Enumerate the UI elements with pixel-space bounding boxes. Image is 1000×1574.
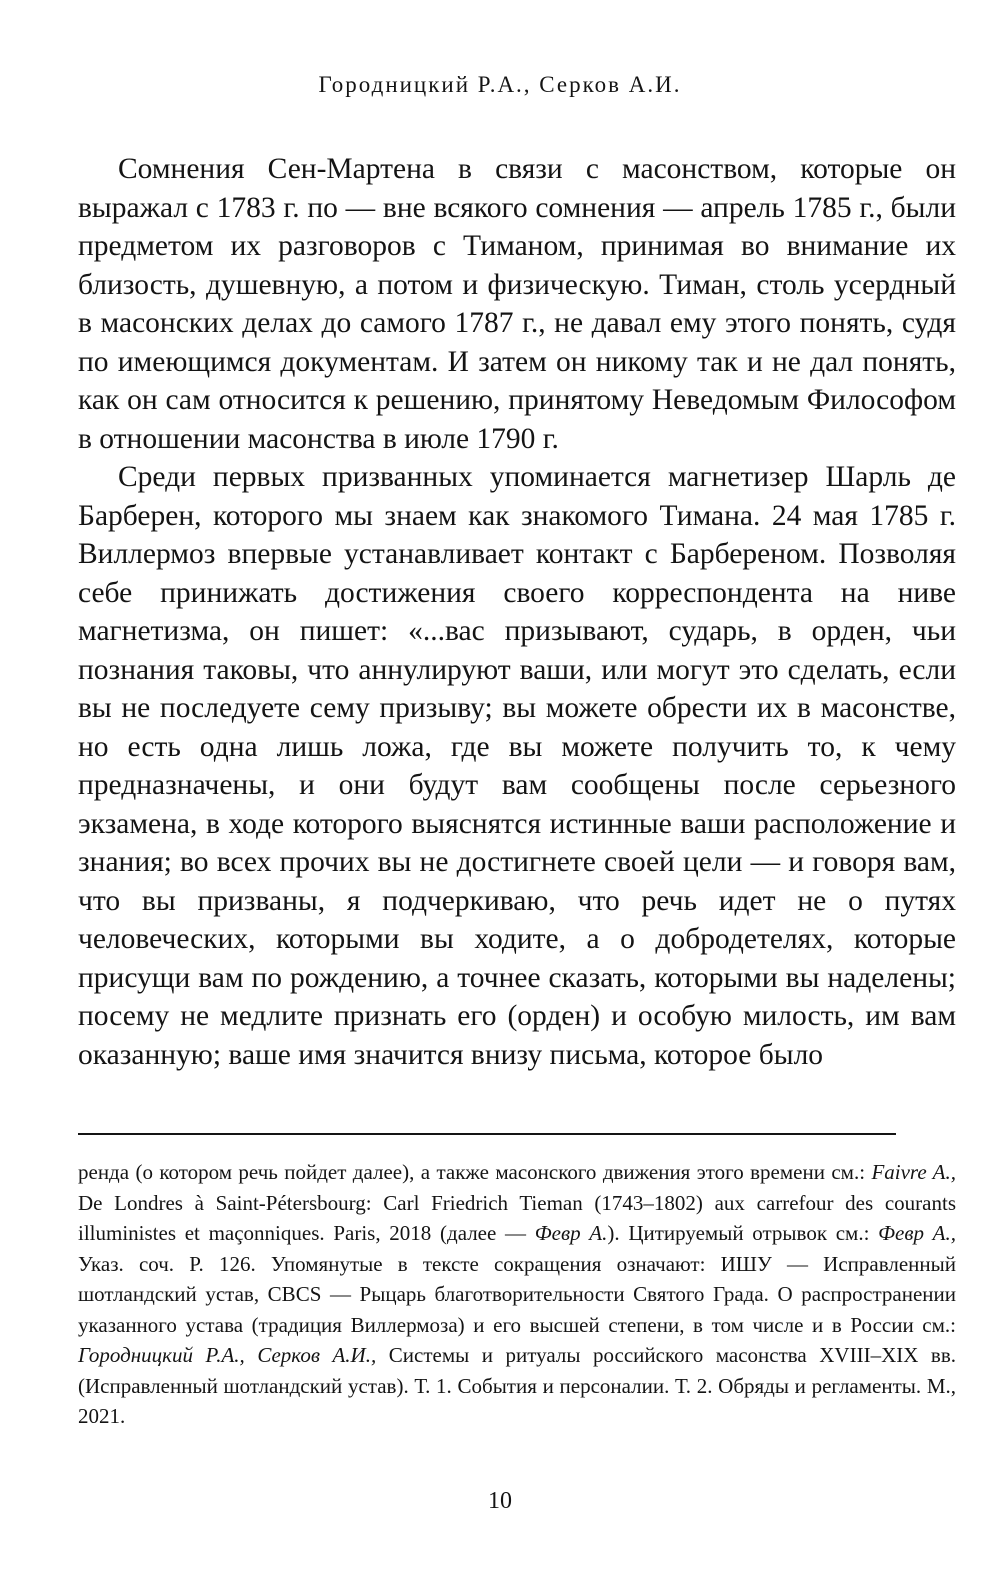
footnote-author-italic: Городницкий Р.А., Серков А.И., bbox=[78, 1343, 377, 1367]
footnote-segment: ). Цитируемый отрывок см.: bbox=[607, 1221, 879, 1245]
footnote-segment: De Londres à Saint-Pétersbourg: Carl Friedrich Tieman (1743–1802) aux carrefour des courants illuministes et maçonniques. Paris, 2018 (далее — bbox=[78, 1190, 956, 1245]
page-number: 10 bbox=[488, 1488, 512, 1514]
footnote-author-italic: Февр А. bbox=[534, 1221, 608, 1245]
footnote-divider bbox=[78, 1133, 896, 1135]
footnote-segment: Указ. соч. P. 126. Упомянутые в тексте сокращения означают: ИШУ — Исправленный шотландский устав, CBCS — Рыцарь благотворительности Святого Града. О распространении указанного устава (традиция Виллермоза) и его высшей степени, в том числе и в России см.: bbox=[78, 1251, 956, 1337]
paragraph: Сомнения Сен-Мартена в связи с масонством, которые он выражал с 1783 г. по — вне всякого сомнения — апрель 1785 г., были предметом их разговоров с Тиманом, принимая во внимание их близость, душевную, а потом и физическую. Тиман, столь усердный в масонских делах до самого 1787 г., не давал ему этого понять, судя по имеющимся документам. И затем он никому так и не дал понять, как он сам относится к решению, принятому Неведомым Философом в отношении масонства в июле 1790 г. bbox=[78, 153, 956, 455]
footnote-segment: ренда (о котором речь пойдет далее), а также масонского движения этого времени см.: bbox=[78, 1160, 872, 1184]
footnote-author-italic: Февр А., bbox=[878, 1221, 957, 1245]
footnote-text bbox=[78, 1157, 956, 1432]
footnote bbox=[78, 1157, 956, 1432]
main-text bbox=[78, 150, 956, 1074]
footnote-author-italic: Faivre A., bbox=[871, 1160, 956, 1184]
running-header: Городницкий Р.А., Серков А.И. bbox=[318, 72, 682, 97]
paragraph: Среди первых призванных упоминается магнетизер Шарль де Барберен, которого мы знаем как знакомого Тимана. 24 мая 1785 г. Виллермоз впервые устанавливает контакт с Барбереном. Позволяя себе принижать достижения своего корреспондента на ниве магнетизма, он пишет: «...вас призывают, сударь, в орден, чьи познания таковы, что аннулируют ваши, или могут это сделать, если вы не последуете сему призыву; вы можете обрести их в масонстве, но есть одна лишь ложа, где вы можете получить то, к чему предназначены, и они будут вам сообщены после серьезного экзамена, в ходе которого выяснятся истинные ваши расположение и знания; во всех прочих вы не достигнете своей цели — и говоря вам, что вы призваны, я подчеркиваю, что речь идет не о путях человеческих, которыми вы ходите, а о добродетелях, которые присущи вам по рождению, а точнее сказать, которыми вы наделены; посему не медлите признать его (орден) и особую милость, им вам оказанную; ваше имя значится внизу письма, которое было bbox=[78, 461, 956, 1071]
footnote-segment: Системы и ритуалы российского масонства XVIII–XIX вв. (Исправленный шотландский устав). Т. 1. События и персоналии. Т. 2. Обряды и регламенты. М., 2021. bbox=[78, 1343, 957, 1428]
